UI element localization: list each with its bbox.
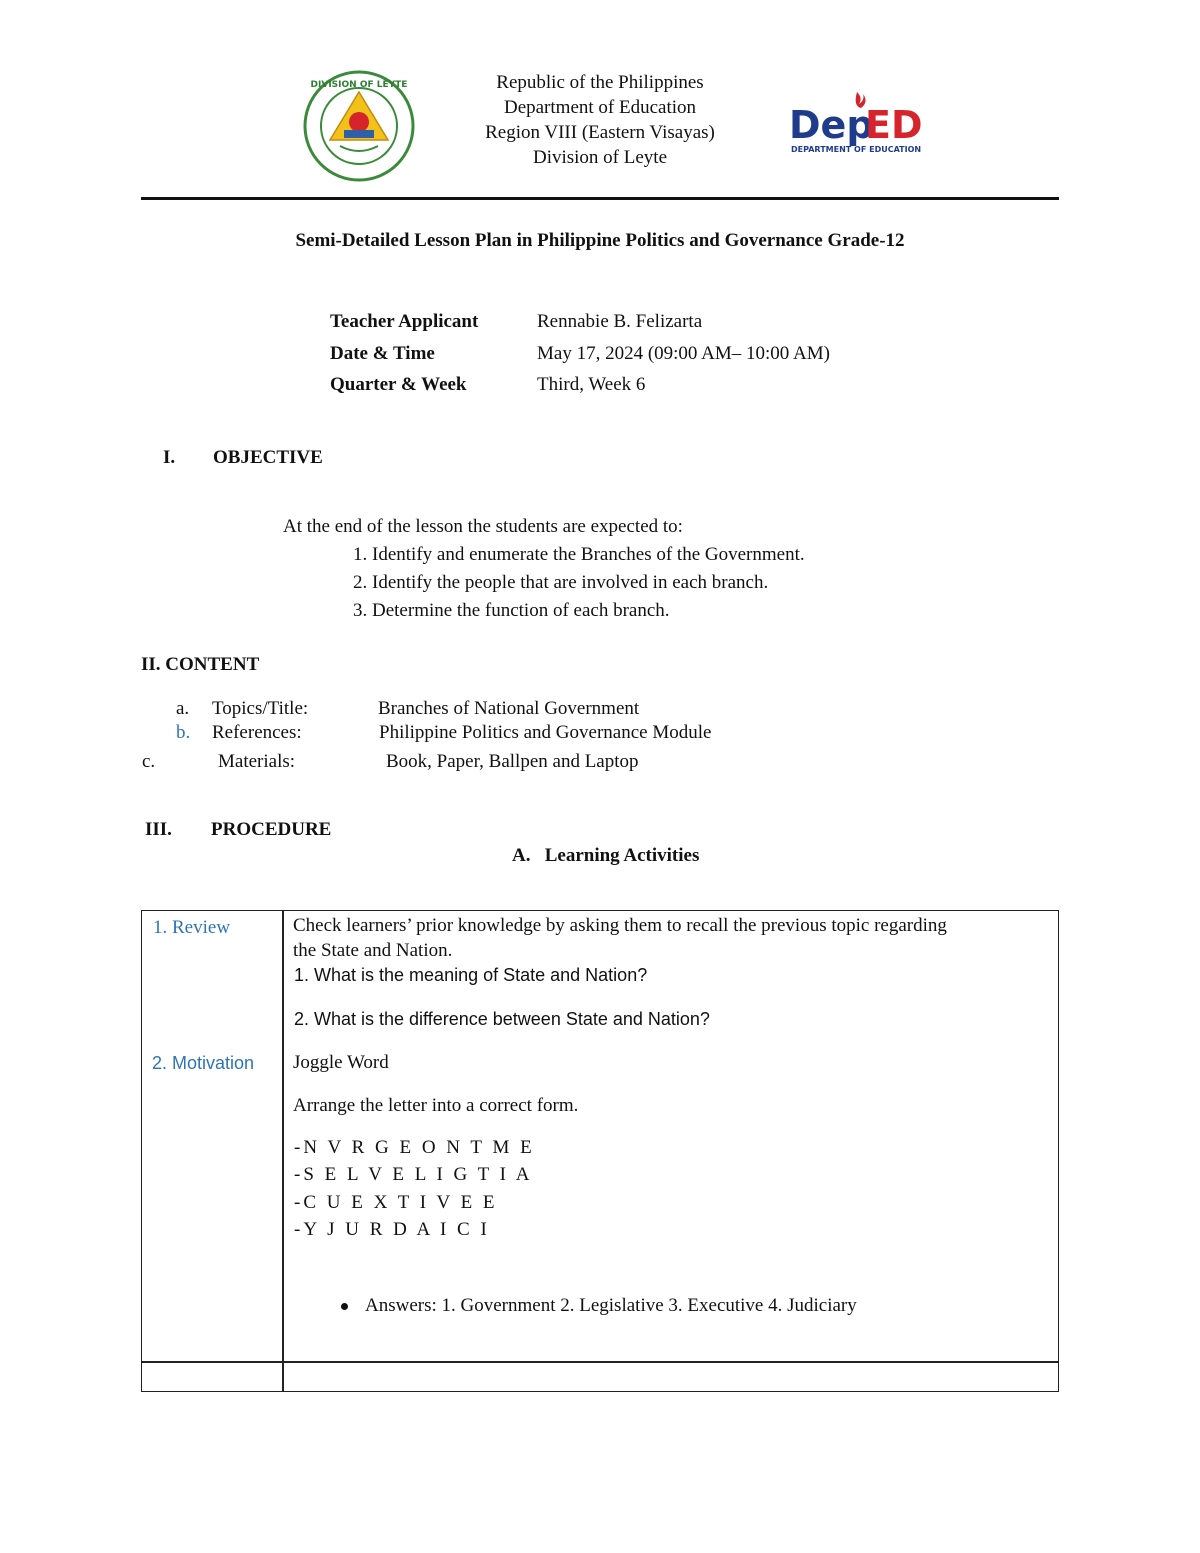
content-label-materials: Materials: xyxy=(218,751,296,772)
header-division: Division of Leyte xyxy=(532,147,668,168)
motivation-label: 2. Motivation xyxy=(152,1053,255,1073)
content-value-topic: Branches of National Government xyxy=(378,698,640,719)
objective-item: 3. Determine the function of each branch. xyxy=(353,600,670,621)
date-time-value: May 17, 2024 (09:00 AM– 10:00 AM) xyxy=(537,343,830,364)
joggle-instruction: Arrange the letter into a correct form. xyxy=(293,1095,579,1116)
content-letter-b: b. xyxy=(176,722,191,743)
objective-number: I. xyxy=(163,447,176,468)
quarter-week-label: Quarter & Week xyxy=(330,374,467,395)
learning-activities-heading: A. Learning Activities xyxy=(512,845,700,866)
objective-item: 1. Identify and enumerate the Branches of the Government. xyxy=(353,544,805,565)
header-department: Department of Education xyxy=(503,97,697,118)
objective-item: 2. Identify the people that are involved in each branch. xyxy=(353,572,769,593)
review-question-1: 1. What is the meaning of State and Nation? xyxy=(294,965,648,985)
teacher-value: Rennabie B. Felizarta xyxy=(537,311,703,332)
procedure-number: III. xyxy=(145,819,172,840)
scrambled-word: -S E L V E L I G T I A xyxy=(294,1164,533,1185)
review-label: 1. Review xyxy=(153,917,231,938)
scrambled-word: -N V R G E O N T M E xyxy=(294,1137,535,1158)
content-letter-c: c. xyxy=(142,751,156,772)
seal-text: DIVISION OF LEYTE xyxy=(310,80,408,90)
header-republic: Republic of the Philippines xyxy=(496,72,704,93)
bullet-icon xyxy=(341,1303,348,1310)
table-column-divider xyxy=(282,910,284,1392)
content-label-references: References: xyxy=(212,722,302,743)
procedure-heading: PROCEDURE xyxy=(211,819,332,840)
review-question-2: 2. What is the difference between State and Nation? xyxy=(294,1009,710,1029)
content-letter-a: a. xyxy=(176,698,190,719)
deped-logo xyxy=(785,88,945,158)
content-value-references: Philippine Politics and Governance Module xyxy=(379,722,712,743)
objective-heading: OBJECTIVE xyxy=(213,447,323,468)
content-heading: II. CONTENT xyxy=(141,654,260,675)
objective-intro: At the end of the lesson the students are expected to: xyxy=(283,516,683,537)
review-text-line1: Check learners’ prior knowledge by asking them to recall the previous topic regarding xyxy=(293,915,947,936)
svg-text:Dep: Dep xyxy=(789,103,874,147)
content-value-materials: Book, Paper, Ballpen and Laptop xyxy=(386,751,639,772)
svg-text:ED: ED xyxy=(865,103,923,147)
document-title: Semi-Detailed Lesson Plan in Philippine Politics and Governance Grade-12 xyxy=(295,230,905,251)
review-text-line2: the State and Nation. xyxy=(293,940,453,961)
answers-text: Answers: 1. Government 2. Legislative 3. Executive 4. Judiciary xyxy=(365,1295,857,1316)
scrambled-word: -Y J U R D A I C I xyxy=(294,1219,490,1240)
joggle-word-title: Joggle Word xyxy=(293,1052,389,1073)
teacher-label: Teacher Applicant xyxy=(330,311,479,332)
date-time-label: Date & Time xyxy=(330,343,435,364)
deped-logo-subtext: DEPARTMENT OF EDUCATION xyxy=(791,145,922,154)
content-label-topic: Topics/Title: xyxy=(212,698,309,719)
table-row-divider xyxy=(141,1361,1059,1363)
header-divider xyxy=(141,197,1059,200)
quarter-week-value: Third, Week 6 xyxy=(537,374,646,395)
scrambled-word: -C U E X T I V E E xyxy=(294,1192,498,1213)
header-region: Region VIII (Eastern Visayas) xyxy=(485,122,715,143)
